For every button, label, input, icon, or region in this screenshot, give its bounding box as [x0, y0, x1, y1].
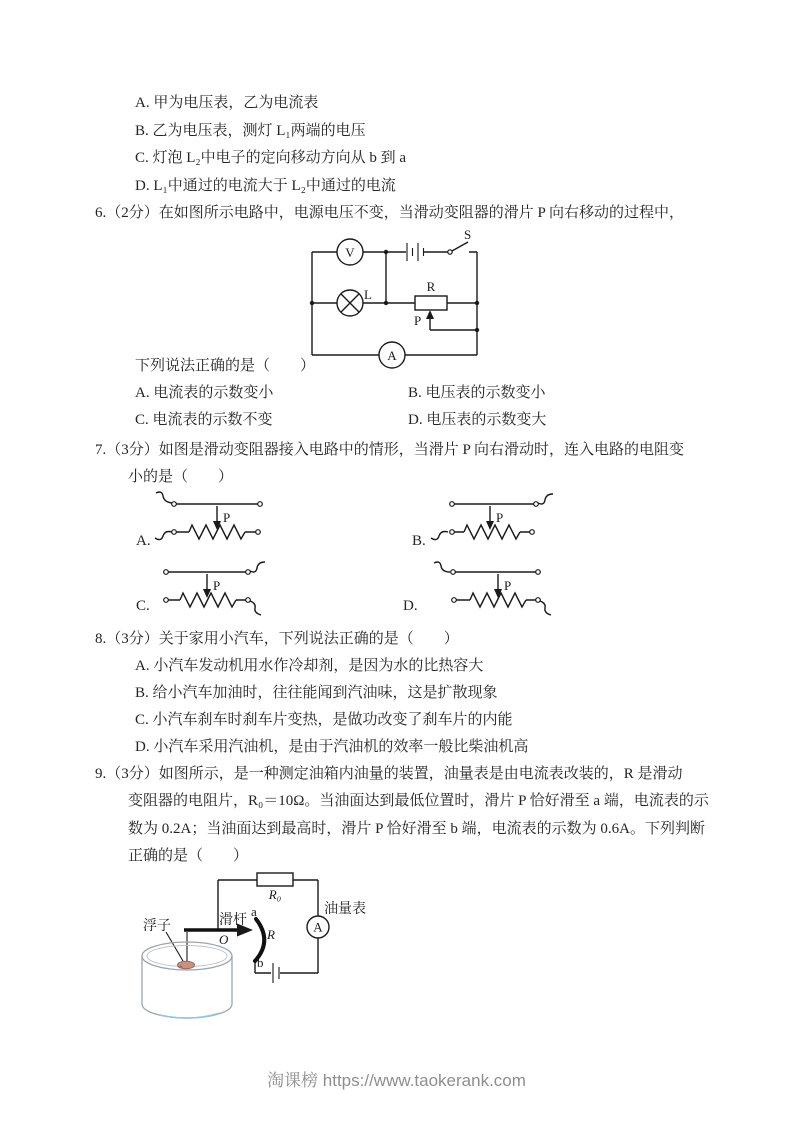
switch-label: S: [464, 227, 472, 242]
terminal: [246, 570, 251, 575]
q5-option-b: B. 乙为电压表，测灯 L₁两端的电压: [135, 123, 366, 139]
terminal: [164, 598, 169, 603]
terminal: [450, 502, 455, 507]
ammeter-label: A: [387, 348, 397, 363]
terminal: [536, 570, 541, 575]
ammeter-label: A: [313, 919, 323, 935]
voltmeter-label: V: [345, 245, 355, 260]
lead-squiggle: [250, 562, 265, 572]
slider-label: P: [496, 510, 504, 525]
terminal: [256, 530, 261, 535]
q6-circuit-diagram: [298, 227, 493, 376]
q6-stem: 6.（2分）在如图所示电路中，电源电压不变，当滑动变阻器的滑片 P 向右移动的过程中，: [95, 205, 685, 221]
q5-option-a: A. 甲为电压表，乙为电流表: [135, 95, 319, 111]
lead-squiggle: [434, 562, 450, 572]
q8-option-c: C. 小汽车刹车时刹车片变热，是做功改变了刹车片的内能: [135, 712, 513, 728]
pivot-label: O: [219, 932, 229, 947]
footer-watermark: 淘课榜 https://www.taokerank.com: [267, 1071, 526, 1090]
q6-prompt: 下列说法正确的是（ ）: [135, 358, 316, 374]
resistor-zigzag: [464, 525, 520, 539]
q7-diagram-a: [150, 492, 285, 552]
lead-squiggle: [156, 492, 172, 503]
point-a-label: a: [251, 904, 257, 919]
q6-option-b: B. 电压表的示数变小: [408, 385, 546, 401]
terminal: [452, 598, 457, 603]
terminal: [172, 530, 177, 535]
q9-stem-line4: 正确的是（ ）: [128, 848, 249, 864]
slider-label: P: [223, 510, 231, 525]
q7-diagram-d: [426, 560, 576, 622]
terminal: [172, 502, 177, 507]
switch-icon: [448, 242, 468, 254]
q8-option-b: B. 给小汽车加油时，往往能闻到汽油味，这是扩散现象: [135, 685, 498, 701]
q9-stem-line1: 9.（3分）如图所示，是一种测定油箱内油量的装置，油量表是由电流表改装的，R 是滑动: [95, 766, 683, 782]
q7-option-b-label: B.: [412, 533, 426, 549]
slider-label: P: [414, 313, 422, 328]
float-label: 浮子: [143, 917, 171, 933]
fuel-gauge-label: 油量表: [324, 900, 366, 916]
q8-option-d: D. 小汽车采用汽油机，是由于汽油机的效率一般比柴油机高: [135, 739, 529, 755]
q5-option-c: C. 灯泡 L₂中电子的定向移动方向从 b 到 a: [135, 150, 407, 166]
q9-stem-line2: 变阻器的电阻片，R₀＝10Ω。当油面达到最低位置时，滑片 P 恰好滑至 a 端，电流表的示: [128, 793, 709, 809]
q6-option-c: C. 电流表的示数不变: [135, 412, 273, 428]
float: [178, 961, 195, 969]
rheostat-label: R: [426, 279, 436, 294]
lamp-label: L: [364, 287, 372, 302]
lead-squiggle: [250, 601, 261, 615]
terminal: [530, 530, 535, 535]
battery-icon: [407, 243, 424, 261]
q6-option-a: A. 电流表的示数变小: [135, 385, 274, 401]
lamp-icon: [337, 290, 363, 316]
q7-diagram-b: [426, 492, 566, 552]
resistor-r0-body: [257, 873, 293, 886]
point-b-label: b: [257, 955, 264, 970]
q8-stem: 8.（3分）关于家用小汽车，下列说法正确的是（ ）: [95, 631, 459, 647]
q7-stem-line2: 小的是（ ）: [128, 469, 234, 485]
q7-diagram-c: [150, 560, 285, 622]
slider-label: P: [213, 578, 221, 593]
slider-arrow: [426, 310, 479, 332]
resistor-r0-label: R₀: [268, 887, 282, 902]
arc-resistor-label: R: [267, 927, 275, 942]
lead-squiggle: [431, 532, 448, 540]
q7-option-a-label: A.: [136, 533, 151, 549]
terminal: [450, 530, 455, 535]
battery-icon: [273, 963, 279, 983]
q5-option-d: D. L₁中通过的电流大于 L₂中通过的电流: [135, 178, 396, 194]
slider-label: P: [504, 578, 512, 593]
q8-option-a: A. 小汽车发动机用水作冷却剂，是因为水的比热容大: [135, 658, 484, 674]
q7-stem-line1: 7.（3分）如图是滑动变阻器接入电路中的情形，当滑片 P 向右滑动时，连入电路的电阻变: [95, 442, 685, 458]
junction-dot: [310, 301, 314, 305]
lead-squiggle: [540, 601, 551, 615]
q9-fuel-gauge-diagram: [135, 866, 407, 1021]
lead-squiggle: [155, 532, 172, 540]
terminal: [246, 598, 251, 603]
rheostat-body: [415, 296, 447, 310]
q7-option-c-label: C.: [136, 598, 150, 614]
terminal: [451, 570, 456, 575]
terminal: [536, 598, 541, 603]
lever-label: 滑杆: [219, 911, 247, 927]
junction-dot: [475, 301, 479, 305]
lead-squiggle: [538, 494, 553, 504]
terminal: [164, 570, 169, 575]
terminal: [258, 502, 263, 507]
q7-option-d-label: D.: [403, 598, 418, 614]
q6-option-d: D. 电压表的示数变大: [408, 412, 547, 428]
q9-stem-line3: 数为 0.2A；当油面达到最高时，滑片 P 恰好滑至 b 端，电流表的示数为 0.6A。下列判断: [128, 821, 705, 837]
terminal: [534, 502, 539, 507]
